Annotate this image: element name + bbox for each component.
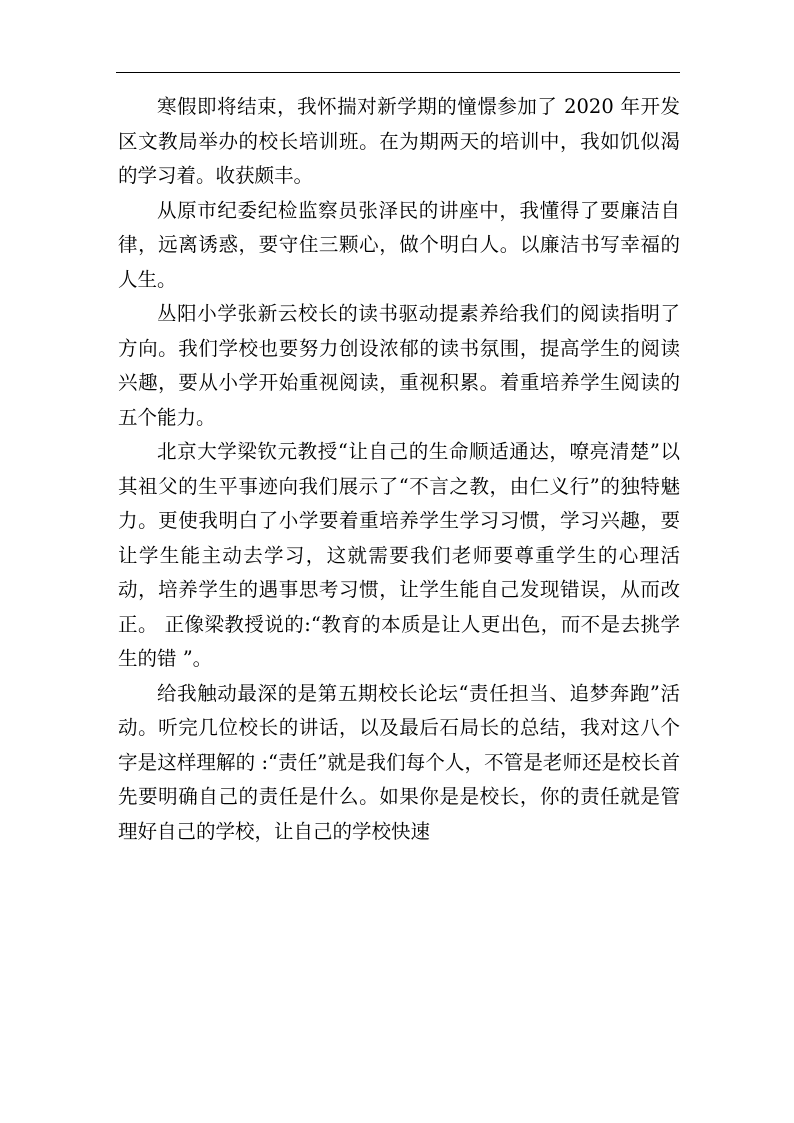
header-rule [116, 72, 680, 73]
paragraph: 从原市纪委纪检监察员张泽民的讲座中，我懂得了要廉洁自律，远离诱惑，要守住三颗心，做个明白人。以廉洁书写幸福的人生。 [118, 198, 680, 291]
document-body [118, 90, 680, 849]
paragraph: 丛阳小学张新云校长的读书驱动提素养给我们的阅读指明了方向。我们学校也要努力创设浓郁的读书氛围，提高学生的阅读兴趣，要从小学开始重视阅读，重视积累。着重培养学生阅读的五个能力。 [118, 302, 680, 429]
paragraph: 北京大学梁钦元教授“让自己的生命顺适通达，嘹亮清楚”以其祖父的生平事迹向我们展示了“不言之教，由仁义行”的独特魅力。更使我明白了小学要着重培养学生学习习惯，学习兴趣，要让学生能主动去学习，这就需要我们老师要尊重学生的心理活动，培养学生的遇事思考习惯，让学生能自己发现错误，从而改正。 正像梁教授说的:“教育的本质是让人更出色，而不是去挑学生的错 ”。 [118, 440, 680, 670]
paragraph: 给我触动最深的是第五期校长论坛“责任担当、追梦奔跑”活动。听完几位校长的讲话，以及最后石局长的总结，我对这八个字是这样理解的 :“责任”就是我们每个人，不管是老师还是校长首先要明确自己的责任是什么。如果你是是校长，你的责任就是管理好自己的学校，让自己的学校快速 [118, 681, 680, 843]
paragraph: 寒假即将结束，我怀揣对新学期的憧憬参加了 2020 年开发区文教局举办的校长培训班。在为期两天的培训中，我如饥似渴的学习着。收获颇丰。 [118, 95, 680, 187]
